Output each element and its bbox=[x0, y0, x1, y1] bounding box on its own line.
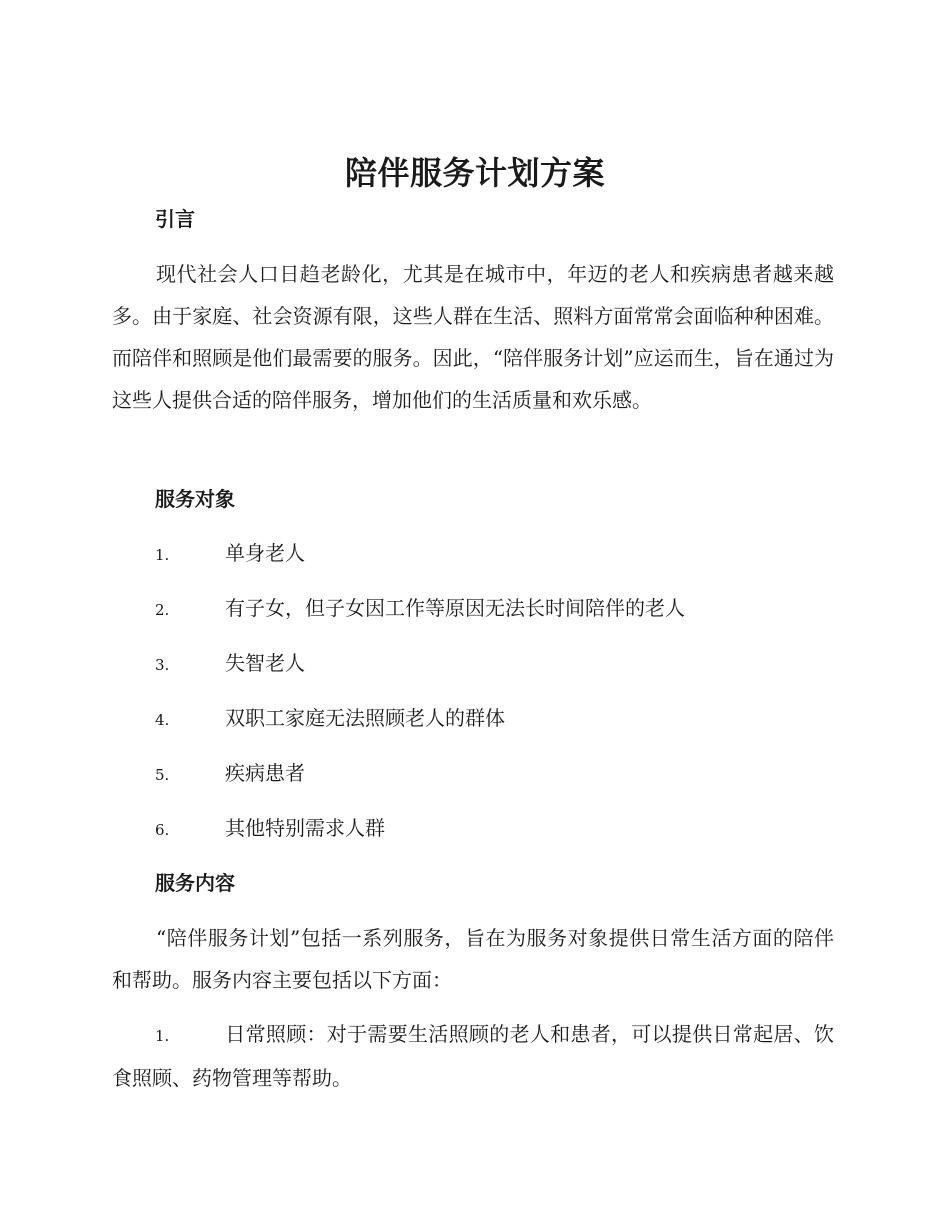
list-item-number: 1. bbox=[155, 546, 170, 564]
intro-paragraph: 现代社会人口日趋老龄化，尤其是在城市中，年迈的老人和疾病患者越来越多。由于家庭、社会资源有限，这些人群在生活、照料方面常常会面临种种困难。而陪伴和照顾是他们最需要的服务。因此，“陪伴服务计划”应运而生，旨在通过为这些人提供合适的陪伴服务，增加他们的生活质量和欢乐感。 bbox=[112, 262, 834, 412]
list-item-text: 失智老人 bbox=[225, 651, 305, 675]
section-heading-intro: 引言 bbox=[155, 207, 195, 231]
content-list-item bbox=[112, 1013, 834, 1099]
list-item bbox=[155, 759, 305, 789]
list-item bbox=[155, 649, 305, 679]
list-item bbox=[155, 814, 385, 844]
content-paragraph: “陪伴服务计划”包括一系列服务，旨在为服务对象提供日常生活方面的陪伴和帮助。服务内容主要包括以下方面： bbox=[112, 926, 834, 992]
list-item-text: 日常照顾：对于需要生活照顾的老人和患者，可以提供日常起居、饮食照顾、药物管理等帮助。 bbox=[112, 1022, 834, 1090]
list-item bbox=[155, 704, 505, 734]
list-item-text: 疾病患者 bbox=[225, 761, 305, 785]
list-item-text: 单身老人 bbox=[225, 541, 305, 565]
list-item-number: 6. bbox=[155, 821, 170, 839]
section-heading-targets: 服务对象 bbox=[155, 487, 235, 511]
list-item bbox=[155, 539, 305, 569]
section-heading-content: 服务内容 bbox=[155, 871, 235, 895]
list-item bbox=[155, 594, 685, 624]
list-item-number: 5. bbox=[155, 766, 170, 784]
list-item-number: 4. bbox=[155, 711, 170, 729]
list-item-text: 有子女，但子女因工作等原因无法长时间陪伴的老人 bbox=[225, 596, 685, 620]
list-item-text: 双职工家庭无法照顾老人的群体 bbox=[225, 706, 505, 730]
list-item-number: 1. bbox=[155, 1027, 170, 1045]
document-title: 陪伴服务计划方案 bbox=[344, 154, 605, 192]
list-item-number: 2. bbox=[155, 601, 170, 619]
list-item-text: 其他特别需求人群 bbox=[225, 816, 385, 840]
list-item-number: 3. bbox=[155, 656, 170, 674]
